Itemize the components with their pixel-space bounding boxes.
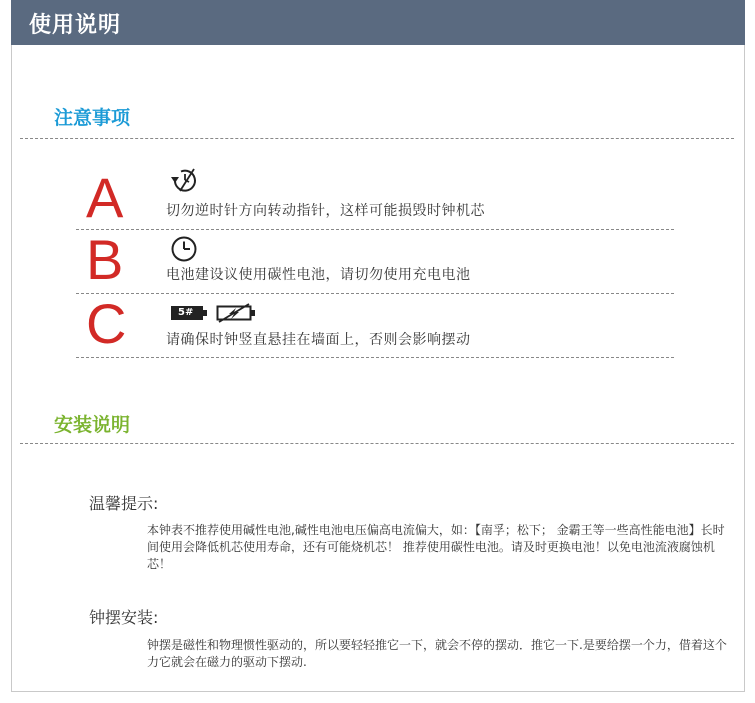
clock-icon xyxy=(170,235,198,263)
item-letter-a: A xyxy=(86,166,124,229)
page-title: 使用说明 xyxy=(29,13,122,38)
notice-section-title: 注意事项 xyxy=(54,107,131,129)
item-letter-c: C xyxy=(86,292,127,355)
counterclockwise-clock-prohibited-icon xyxy=(170,166,202,194)
item-text-c: 请确保时钟竖直悬挂在墙面上，否则会影响摆动 xyxy=(166,332,471,348)
section-divider xyxy=(20,138,734,139)
item-letter-b: B xyxy=(86,228,124,291)
item-text-a: 切勿逆时针方向转动指针，这样可能损毁时钟机芯 xyxy=(166,203,485,219)
battery-label: 5# xyxy=(178,307,194,318)
pendulum-paragraph: 钟摆是磁性和物理惯性驱动的，所以要轻轻推它一下，就会不停的摆动．推它一下.是要给摆一个力，借着这个力它就会在磁力的驱动下摆动. xyxy=(147,638,727,669)
tip-heading: 温馨提示: xyxy=(89,494,159,513)
tip-paragraph: 本钟表不推荐使用碱性电池,碱性电池电压偏高电流偏大，如：【南孚；松下； 金霸王等一些高性能电池】长时间使用会降低机芯使用寿命，还有可能烧机芯！ 推荐使用碳性电池。请及时更换电池！以免电池流液腐蚀机芯！ xyxy=(147,523,725,571)
rechargeable-prohibited-icon xyxy=(216,303,258,323)
pendulum-heading: 钟摆安装: xyxy=(89,608,159,627)
battery-no-recharge-icon xyxy=(170,303,260,323)
item-text-b: 电池建设议使用碳性电池，请切勿使用充电电池 xyxy=(166,267,471,283)
item-divider xyxy=(76,357,674,358)
item-divider xyxy=(76,229,674,230)
item-divider xyxy=(76,293,674,294)
page-header xyxy=(11,0,745,45)
install-section-title: 安装说明 xyxy=(54,414,131,436)
section-divider xyxy=(20,443,734,444)
